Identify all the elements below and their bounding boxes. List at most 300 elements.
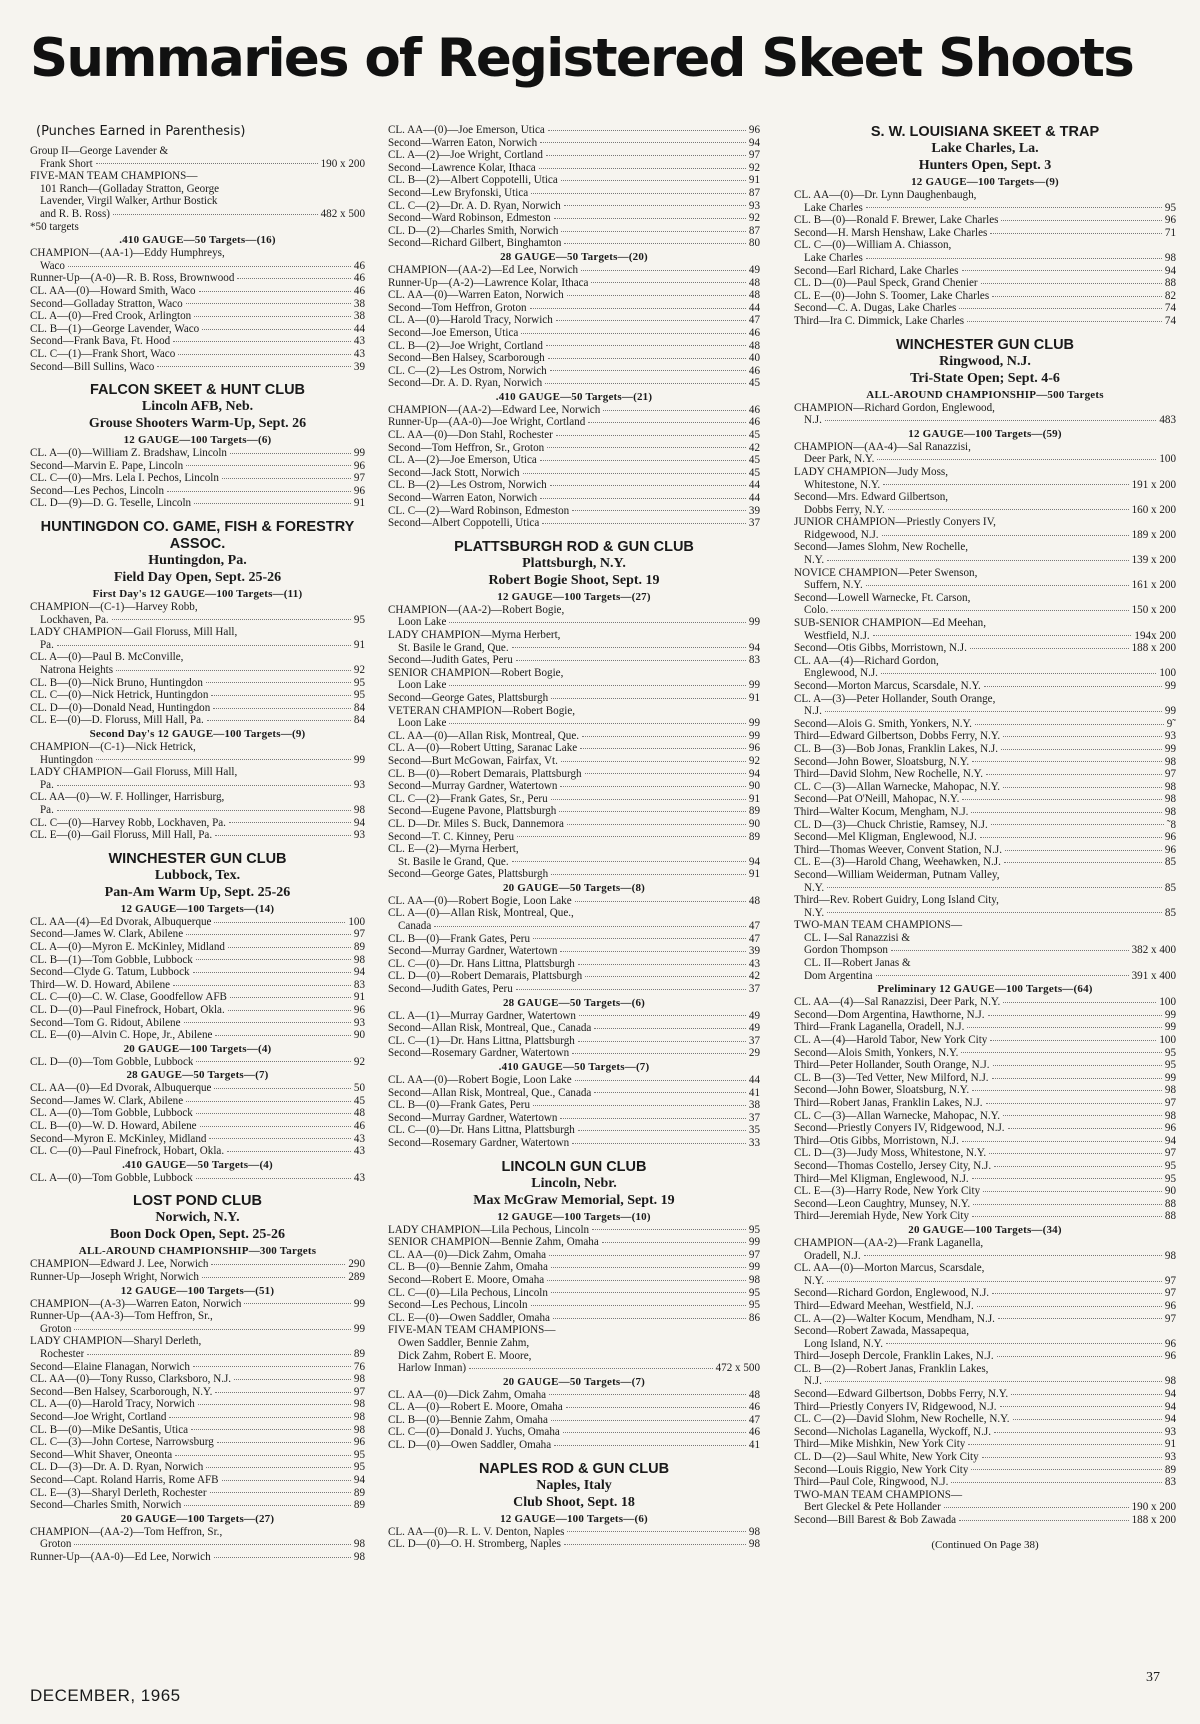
result-row bbox=[388, 755, 760, 768]
result-score: 47 bbox=[748, 314, 760, 327]
dot-leader bbox=[523, 473, 746, 474]
dot-leader bbox=[228, 1010, 351, 1011]
result-text: CHAMPION—(AA-1)—Eddy Humphreys, bbox=[30, 247, 225, 260]
dot-leader bbox=[866, 207, 1162, 208]
result-name: CL. B—(0)—Frank Gates, Peru bbox=[388, 932, 531, 945]
dot-leader bbox=[561, 231, 746, 232]
result-row bbox=[794, 414, 1176, 427]
result-row bbox=[30, 1449, 365, 1462]
page-title: Summaries of Registered Skeet Shoots bbox=[30, 28, 1133, 89]
result-score: 84 bbox=[353, 701, 365, 714]
gauge-heading: 20 GAUGE—100 Targets—(4) bbox=[123, 1042, 272, 1055]
gauge-heading: 12 GAUGE—100 Targets—(14) bbox=[120, 902, 275, 915]
result-name: CL. E—(0)—D. Floruss, Mill Hall, Pa. bbox=[30, 714, 204, 727]
club-section bbox=[794, 124, 1176, 328]
result-row bbox=[794, 1438, 1176, 1451]
dot-leader bbox=[551, 1267, 746, 1268]
result-row bbox=[388, 174, 760, 187]
result-score: 45 bbox=[748, 454, 760, 467]
result-name: Second—Clyde G. Tatum, Lubbock bbox=[30, 966, 190, 979]
result-row bbox=[388, 920, 760, 933]
result-row bbox=[30, 689, 365, 702]
dot-leader bbox=[540, 498, 746, 499]
dot-leader bbox=[546, 345, 746, 346]
result-score: 38 bbox=[353, 297, 365, 310]
result-name: CL. C—(3)—John Cortese, Narrowsburg bbox=[30, 1436, 214, 1449]
dot-leader bbox=[222, 478, 351, 479]
dot-leader bbox=[961, 1052, 1162, 1053]
dot-leader bbox=[244, 1303, 351, 1304]
result-name: CL. AA—(4)—Sal Ranazzisi, Deer Park, N.Y. bbox=[794, 996, 1001, 1009]
result-row bbox=[794, 1401, 1176, 1414]
result-text: CHAMPION—(AA-2)—Tom Heffron, Sr., bbox=[30, 1525, 223, 1538]
result-name: Third—W. D. Howard, Abilene bbox=[30, 978, 171, 991]
result-score: 42 bbox=[748, 970, 760, 983]
result-name: CL. D—(2)—Charles Smith, Norwich bbox=[388, 224, 559, 237]
result-row bbox=[30, 1474, 365, 1487]
result-name: CHAMPION—Edward J. Lee, Norwich bbox=[30, 1258, 209, 1271]
result-text: CL. AA—(0)—Morton Marcus, Scarsdale, bbox=[794, 1262, 985, 1275]
result-row bbox=[794, 1413, 1176, 1426]
result-score: 48 bbox=[748, 289, 760, 302]
result-score: 41 bbox=[748, 1439, 760, 1452]
result-row bbox=[794, 302, 1176, 315]
dot-leader bbox=[572, 510, 746, 511]
dot-leader bbox=[989, 1153, 1162, 1154]
result-row bbox=[388, 1099, 760, 1112]
dot-leader bbox=[567, 824, 746, 825]
dot-leader bbox=[866, 258, 1162, 259]
result-score: 89 bbox=[353, 1486, 365, 1499]
result-row bbox=[388, 277, 760, 290]
result-row bbox=[794, 882, 1176, 895]
club-location: Naples, Italy bbox=[536, 1477, 612, 1493]
result-score: 49 bbox=[748, 1009, 760, 1022]
gauge-heading: .410 GAUGE—50 Targets—(21) bbox=[495, 390, 653, 403]
result-name: Second—Judith Gates, Peru bbox=[388, 654, 513, 667]
result-name: Second—Nicholas Laganella, Wyckoff, N.J. bbox=[794, 1425, 992, 1438]
result-name: Ridgewood, N.J. bbox=[804, 528, 879, 541]
result-row bbox=[388, 1299, 760, 1312]
result-name: Second—Joe Emerson, Utica bbox=[388, 326, 519, 339]
result-score: 90 bbox=[748, 780, 760, 793]
result-row bbox=[388, 416, 760, 429]
result-score: 74 bbox=[1164, 302, 1176, 315]
result-name: CL. A—(0)—Tom Gobble, Lubbock bbox=[30, 1171, 193, 1184]
dot-leader bbox=[980, 837, 1162, 838]
result-row bbox=[30, 1017, 365, 1030]
result-row bbox=[388, 1426, 760, 1439]
result-score: 74 bbox=[1164, 314, 1176, 327]
result-score: 82 bbox=[1164, 289, 1176, 302]
result-score: 50 bbox=[353, 1082, 365, 1095]
result-row bbox=[388, 1389, 760, 1402]
result-row bbox=[388, 212, 760, 225]
dot-leader bbox=[975, 724, 1164, 725]
dot-leader bbox=[977, 1306, 1162, 1307]
result-row bbox=[30, 323, 365, 336]
club-section bbox=[30, 124, 365, 373]
dot-leader bbox=[196, 1178, 351, 1179]
result-score: 45 bbox=[748, 429, 760, 442]
dot-leader bbox=[196, 1113, 351, 1114]
result-row bbox=[794, 944, 1176, 957]
result-name: Second—Dom Argentina, Hawthorne, N.J. bbox=[794, 1008, 985, 1021]
dot-leader bbox=[986, 774, 1162, 775]
result-name: CL. A—(0)—Robert E. Moore, Omaha bbox=[388, 1401, 563, 1414]
dot-leader bbox=[173, 985, 351, 986]
result-row bbox=[30, 1095, 365, 1108]
result-score: 39 bbox=[748, 945, 760, 958]
result-row bbox=[388, 467, 760, 480]
result-row bbox=[388, 365, 760, 378]
result-text: CL. A—(3)—Peter Hollander, South Orange, bbox=[794, 692, 996, 705]
dot-leader bbox=[580, 748, 746, 749]
result-row bbox=[794, 1275, 1176, 1288]
result-text: Runner-Up—(AA-3)—Tom Heffron, Sr., bbox=[30, 1310, 213, 1323]
result-name: Second—C. A. Dugas, Lake Charles bbox=[794, 302, 957, 315]
result-name: CL. B—(0)—Mike DeSantis, Utica bbox=[30, 1423, 189, 1436]
result-score: 97 bbox=[1164, 1097, 1176, 1109]
result-row bbox=[388, 970, 760, 983]
result-score: 89 bbox=[353, 1499, 365, 1512]
result-row bbox=[388, 768, 760, 781]
club-location: Norwich, N.Y. bbox=[155, 1210, 240, 1226]
result-row bbox=[388, 237, 760, 250]
dot-leader bbox=[215, 1035, 350, 1036]
club-section bbox=[388, 1159, 760, 1452]
result-text: Second—William Weiderman, Putnam Valley, bbox=[794, 868, 1000, 881]
result-row bbox=[30, 1487, 365, 1500]
result-text: LADY CHAMPION—Sharyl Derleth, bbox=[30, 1335, 202, 1348]
result-row bbox=[794, 1034, 1176, 1047]
result-name: CL. A—(0)—Harold Tracy, Norwich bbox=[30, 1398, 195, 1411]
dot-leader bbox=[186, 934, 351, 935]
result-name: Second—Les Pechous, Lincoln bbox=[388, 1299, 528, 1312]
result-score: 98 bbox=[1164, 1249, 1176, 1262]
result-score: 90 bbox=[748, 817, 760, 830]
result-row bbox=[30, 1386, 365, 1399]
result-row bbox=[388, 730, 760, 743]
club-location: Plattsburgh, N.Y. bbox=[522, 555, 626, 571]
result-name: Frank Short bbox=[40, 157, 93, 170]
result-score: 98 bbox=[353, 1410, 365, 1423]
dot-leader bbox=[556, 435, 746, 436]
result-text: Owen Saddler, Bennie Zahm, bbox=[398, 1336, 530, 1349]
result-row bbox=[794, 907, 1176, 920]
column-1 bbox=[30, 124, 365, 1573]
club-section bbox=[30, 851, 365, 1185]
result-score: 35 bbox=[748, 1124, 760, 1137]
result-name: Second—Lew Bryfonski, Utica bbox=[388, 186, 529, 199]
result-score: 80 bbox=[748, 237, 760, 250]
club-name: PLATTSBURGH ROD & GUN CLUB bbox=[454, 538, 694, 555]
result-row bbox=[794, 604, 1176, 617]
gauge-heading: 12 GAUGE—100 Targets—(51) bbox=[120, 1284, 275, 1297]
result-score: 94 bbox=[748, 855, 760, 868]
result-score: 37 bbox=[748, 1111, 760, 1124]
dot-leader bbox=[827, 887, 1162, 888]
result-row bbox=[794, 1350, 1176, 1363]
result-name: Pa. bbox=[40, 803, 54, 816]
result-row bbox=[388, 377, 760, 390]
dot-leader bbox=[434, 926, 746, 927]
gauge-heading: 12 GAUGE—100 Targets—(6) bbox=[500, 1512, 648, 1525]
result-score: 43 bbox=[353, 347, 365, 360]
result-score: 93 bbox=[353, 778, 365, 791]
result-name: Second—Jack Stott, Norwich bbox=[388, 466, 520, 479]
dot-leader bbox=[449, 723, 746, 724]
dot-leader bbox=[883, 484, 1128, 485]
result-row bbox=[388, 1236, 760, 1249]
result-row bbox=[794, 1338, 1176, 1351]
result-score: 33 bbox=[748, 1136, 760, 1149]
gauge-heading: 20 GAUGE—50 Targets—(8) bbox=[502, 881, 646, 894]
dot-leader bbox=[549, 1394, 746, 1395]
result-score: 93 bbox=[1164, 1425, 1176, 1438]
result-score: 289 bbox=[348, 1271, 365, 1284]
result-score: 91 bbox=[748, 792, 760, 805]
result-row bbox=[388, 1035, 760, 1048]
result-name: SENIOR CHAMPION—Bennie Zahm, Omaha bbox=[388, 1236, 599, 1249]
result-row bbox=[794, 630, 1176, 643]
result-score: 96 bbox=[353, 1003, 365, 1016]
result-name: CL. C—(0)—Lila Pechous, Lincoln bbox=[388, 1286, 548, 1299]
result-score: 40 bbox=[748, 352, 760, 365]
result-row bbox=[794, 667, 1176, 680]
result-text: FIVE-MAN TEAM CHAMPIONS— bbox=[30, 170, 198, 183]
club-name: S. W. LOUISIANA SKEET & TRAP bbox=[870, 124, 1100, 140]
result-name: Whitestone, N.Y. bbox=[804, 478, 881, 491]
result-score: 44 bbox=[748, 492, 760, 505]
result-row bbox=[388, 442, 760, 455]
result-name: Second—Thomas Costello, Jersey City, N.J. bbox=[794, 1159, 992, 1172]
result-row bbox=[30, 702, 365, 715]
dot-leader bbox=[866, 585, 1129, 586]
dot-leader bbox=[1005, 850, 1162, 851]
result-name: Second—Capt. Roland Harris, Rome AFB bbox=[30, 1473, 219, 1486]
result-row bbox=[794, 1021, 1176, 1034]
result-row bbox=[794, 1375, 1176, 1388]
dot-leader bbox=[992, 1293, 1162, 1294]
result-name: Third—Thomas Weever, Convent Station, N.J. bbox=[794, 843, 1002, 856]
result-row bbox=[388, 149, 760, 162]
dot-leader bbox=[888, 509, 1129, 510]
result-name: Second—George Gates, Plattsburgh bbox=[388, 868, 549, 881]
result-text: LADY CHAMPION—Gail Floruss, Mill Hall, bbox=[30, 766, 238, 779]
column-3 bbox=[794, 124, 1176, 1551]
result-row bbox=[388, 340, 760, 353]
result-name: Second—Murray Gardner, Watertown bbox=[388, 1111, 558, 1124]
result-name: CL. AA—(0)—Warren Eaton, Norwich bbox=[388, 289, 564, 302]
dot-leader bbox=[551, 698, 746, 699]
result-row bbox=[794, 718, 1176, 731]
dot-leader bbox=[533, 1105, 746, 1106]
dot-leader bbox=[825, 1381, 1162, 1382]
dot-leader bbox=[548, 130, 746, 131]
club-location: Lincoln AFB, Neb. bbox=[141, 399, 254, 415]
result-score: 98 bbox=[353, 1398, 365, 1411]
result-name: Colo. bbox=[804, 604, 829, 617]
dot-leader bbox=[215, 835, 351, 836]
result-row bbox=[30, 1107, 365, 1120]
result-score: 95 bbox=[353, 1461, 365, 1474]
result-row bbox=[30, 485, 365, 498]
dot-leader bbox=[512, 647, 746, 648]
dot-leader bbox=[214, 1088, 350, 1089]
result-score: 46 bbox=[353, 1120, 365, 1133]
result-score: 98 bbox=[748, 1538, 760, 1551]
result-name: Second—Ben Halsey, Scarborough, N.Y. bbox=[30, 1385, 213, 1398]
result-row bbox=[30, 260, 365, 273]
result-name: Second—Warren Eaton, Norwich bbox=[388, 136, 538, 149]
result-score: 88 bbox=[1164, 1197, 1176, 1210]
result-name: CL. B—(0)—Bennie Zahm, Omaha bbox=[388, 1261, 548, 1274]
dot-leader bbox=[972, 761, 1162, 762]
result-name: Second—Lawrence Kolar, Ithaca bbox=[388, 161, 536, 174]
result-score: 87 bbox=[748, 224, 760, 237]
result-score: 97 bbox=[1164, 768, 1176, 781]
dot-leader bbox=[545, 383, 746, 384]
result-score: ˜8 bbox=[1166, 818, 1176, 831]
result-score: 89 bbox=[1164, 1463, 1176, 1476]
result-score: 45 bbox=[748, 466, 760, 479]
result-score: 95 bbox=[353, 676, 365, 689]
result-text: CHAMPION—(AA-4)—Sal Ranazzisi, bbox=[794, 440, 971, 453]
club-location: Lake Charles, La. bbox=[931, 141, 1039, 156]
result-name: Second—Rosemary Gardner, Watertown bbox=[388, 1136, 570, 1149]
dot-leader bbox=[970, 648, 1129, 649]
result-name: CL. AA—(0)—Joe Emerson, Utica bbox=[388, 124, 545, 136]
result-score: 96 bbox=[1164, 1350, 1176, 1363]
result-score: 48 bbox=[748, 894, 760, 907]
result-score: 42 bbox=[748, 441, 760, 454]
event-title: Hunters Open, Sept. 3 bbox=[918, 158, 1052, 173]
result-name: St. Basile le Grand, Que. bbox=[398, 641, 509, 654]
result-row bbox=[794, 1287, 1176, 1300]
result-score: 47 bbox=[748, 920, 760, 933]
result-score: 97 bbox=[353, 1385, 365, 1398]
result-score: 83 bbox=[1164, 1476, 1176, 1489]
result-score: 94 bbox=[1164, 1413, 1176, 1426]
dot-leader bbox=[972, 1178, 1162, 1179]
result-row bbox=[388, 404, 760, 417]
result-row bbox=[30, 460, 365, 473]
dot-leader bbox=[582, 736, 746, 737]
result-name: N.Y. bbox=[804, 1274, 825, 1287]
dot-leader bbox=[199, 291, 351, 292]
result-row bbox=[388, 856, 760, 869]
result-name: Loon Lake bbox=[398, 616, 447, 629]
result-score: 83 bbox=[748, 654, 760, 667]
dot-leader bbox=[207, 720, 351, 721]
result-row bbox=[388, 124, 760, 137]
result-score: 96 bbox=[1164, 1122, 1176, 1135]
result-row bbox=[30, 472, 365, 485]
result-name: Loon Lake bbox=[398, 717, 447, 730]
dot-leader bbox=[547, 1280, 746, 1281]
result-score: 87 bbox=[748, 186, 760, 199]
result-score: 95 bbox=[1164, 1046, 1176, 1059]
result-score: 96 bbox=[748, 742, 760, 755]
result-name: CL. C—(0)—Paul Finefrock, Hobart, Okla. bbox=[30, 1145, 225, 1158]
result-name: CL. AA—(0)—Dick Zahm, Omaha bbox=[388, 1388, 547, 1401]
result-score: 93 bbox=[1164, 730, 1176, 743]
result-row bbox=[30, 1538, 365, 1551]
result-score: 94 bbox=[353, 1473, 365, 1486]
result-score: 99 bbox=[353, 753, 365, 766]
result-score: 98 bbox=[353, 1373, 365, 1386]
result-name: Second—Joe Wright, Cortland bbox=[30, 1410, 167, 1423]
result-row bbox=[388, 654, 760, 667]
result-score: 96 bbox=[1164, 843, 1176, 856]
event-title: Tri-State Open; Sept. 4-6 bbox=[910, 370, 1060, 386]
result-score: 97 bbox=[1164, 1287, 1176, 1300]
result-row bbox=[388, 1538, 760, 1551]
result-row bbox=[388, 983, 760, 996]
result-name: Second—Murray Gardner, Watertown bbox=[388, 780, 558, 793]
result-row bbox=[794, 1501, 1176, 1514]
dot-leader bbox=[196, 959, 351, 960]
result-name: Third—Frank Laganella, Oradell, N.J. bbox=[794, 1021, 965, 1034]
result-name: Third—Peter Hollander, South Orange, N.J. bbox=[794, 1059, 990, 1072]
result-row bbox=[794, 504, 1176, 517]
result-text: Second—Lowell Warnecke, Ft. Carson, bbox=[794, 591, 971, 604]
result-row bbox=[388, 895, 760, 908]
dot-leader bbox=[517, 836, 746, 837]
result-score: 92 bbox=[353, 664, 365, 677]
result-name: Second—Edward Gilbertson, Dobbs Ferry, N.Y. bbox=[794, 1388, 1009, 1401]
result-score: 96 bbox=[748, 124, 760, 136]
dot-leader bbox=[214, 922, 345, 923]
result-row bbox=[388, 225, 760, 238]
result-score: 46 bbox=[748, 1426, 760, 1439]
dot-leader bbox=[560, 1118, 745, 1119]
result-score: 99 bbox=[353, 1322, 365, 1335]
dot-leader bbox=[1001, 749, 1162, 750]
result-row bbox=[388, 289, 760, 302]
result-row bbox=[30, 298, 365, 311]
result-score: 46 bbox=[353, 259, 365, 272]
result-row bbox=[30, 754, 365, 767]
result-name: CL. AA—(0)—Robert Bogie, Loon Lake bbox=[388, 1074, 572, 1086]
result-name: CL. E—(0)—Alvin C. Hope, Jr., Abilene bbox=[30, 1029, 213, 1042]
result-row bbox=[30, 285, 365, 298]
result-name: Third—Edward Gilbertson, Dobbs Ferry, N.Y. bbox=[794, 730, 1001, 743]
result-row bbox=[388, 505, 760, 518]
dot-leader bbox=[469, 1368, 713, 1369]
result-row bbox=[30, 1056, 365, 1069]
result-name: Long Island, N.Y. bbox=[804, 1337, 883, 1350]
result-name: Gordon Thompson bbox=[804, 944, 888, 957]
result-score: 100 bbox=[1159, 453, 1176, 466]
result-score: 99 bbox=[1164, 1008, 1176, 1021]
dot-leader bbox=[540, 142, 746, 143]
dot-leader bbox=[550, 370, 746, 371]
result-name: CL. C—(2)—Frank Gates, Sr., Peru bbox=[388, 792, 548, 805]
dot-leader bbox=[74, 1329, 350, 1330]
result-row bbox=[30, 664, 365, 677]
result-name: Second—Bill Barest & Bob Zawada bbox=[794, 1514, 957, 1526]
dot-leader bbox=[994, 1166, 1162, 1167]
result-row bbox=[388, 1087, 760, 1100]
result-score: 161 x 200 bbox=[1131, 579, 1176, 592]
dot-leader bbox=[186, 303, 351, 304]
dot-leader bbox=[944, 1507, 1129, 1508]
result-name: Second—James W. Clark, Abilene bbox=[30, 928, 184, 941]
dot-leader bbox=[594, 1028, 746, 1029]
result-name: Third—Mike Mishkin, New York City bbox=[794, 1438, 966, 1451]
